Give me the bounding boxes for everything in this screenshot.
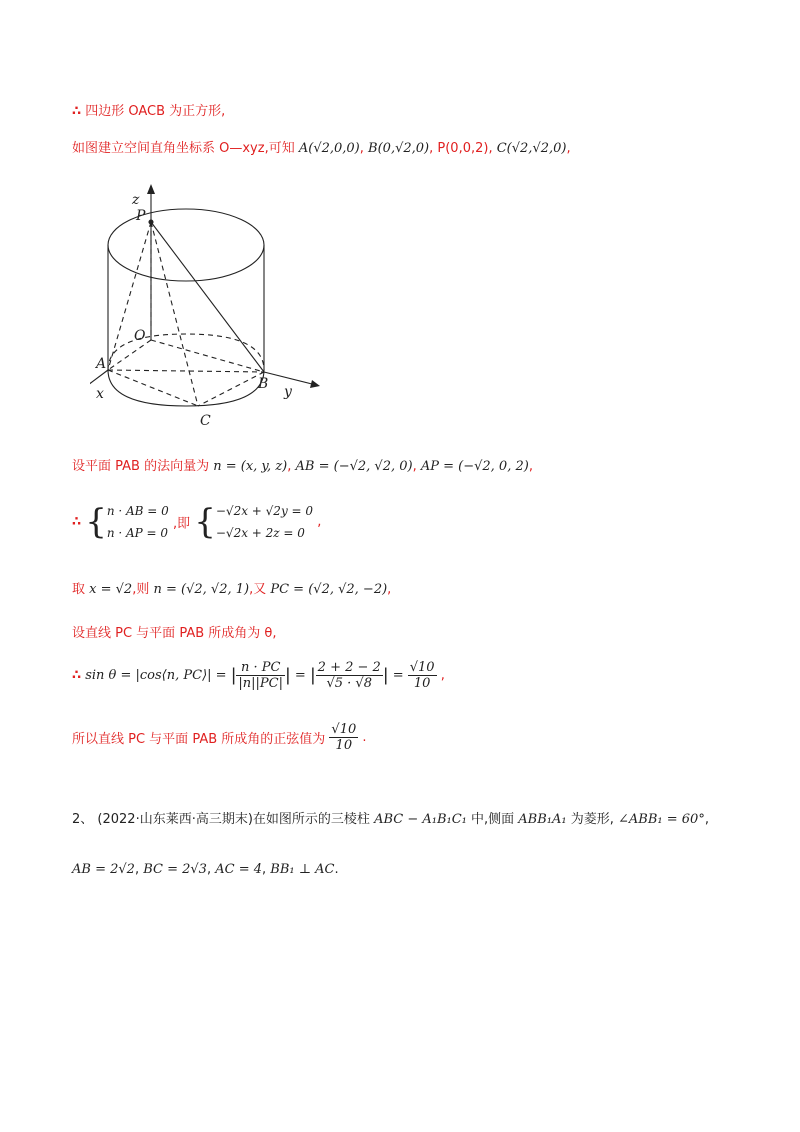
sep: , xyxy=(134,862,140,877)
edge-oa xyxy=(108,340,151,370)
sep: , xyxy=(287,459,292,474)
statement-text: 四边形 OACB 为正方形, xyxy=(85,104,226,119)
bottom-ellipse-front xyxy=(108,370,264,406)
fraction-2-num: 2 + 2 − 2 xyxy=(317,660,381,675)
sep: , xyxy=(429,141,434,156)
rhombus-text: 为菱形, xyxy=(570,812,614,827)
then-label: ,则 xyxy=(132,582,150,597)
sep: , xyxy=(412,459,417,474)
sep: , xyxy=(488,141,493,156)
edge-ab xyxy=(108,370,264,372)
bottom-ellipse-back xyxy=(108,334,264,370)
sep: , xyxy=(704,812,709,827)
problem-number: 2、 xyxy=(72,812,94,827)
system-2-eq2: −√2x + 2z = 0 xyxy=(215,526,305,540)
label-y: y xyxy=(284,384,292,400)
sep: , xyxy=(440,668,445,683)
point-p: P(0,0,2) xyxy=(437,141,489,156)
label-o: O xyxy=(134,328,146,344)
cylinder-figure xyxy=(90,180,330,430)
vector-ab: AB = (−√2, √2, 0) xyxy=(295,459,413,474)
normal-vector-n: n = (x, y, z) xyxy=(213,459,288,474)
sep: . xyxy=(362,730,367,745)
fraction-2 xyxy=(316,660,383,691)
condition-ac: AC = 4 xyxy=(215,862,262,877)
answer-num: √10 xyxy=(331,722,357,737)
problem-2-statement xyxy=(72,808,709,827)
edge-ac xyxy=(108,370,198,406)
edge-pa xyxy=(108,222,151,370)
edge-bc xyxy=(198,372,264,406)
answer-fraction xyxy=(329,722,358,753)
left-brace: { xyxy=(194,502,216,542)
vector-pc: PC = (√2, √2, −2) xyxy=(270,582,388,597)
left-brace: { xyxy=(85,502,107,542)
x-axis xyxy=(90,370,108,385)
sep: , xyxy=(528,459,533,474)
also-label: ,又 xyxy=(249,582,267,597)
system-2 xyxy=(216,500,313,544)
label-x: x xyxy=(96,386,104,402)
equals: = xyxy=(392,668,404,683)
fraction-1-num: n · PC xyxy=(236,660,285,676)
point-a: A(√2,0,0) xyxy=(298,141,360,156)
top-ellipse xyxy=(108,209,264,281)
statement-square xyxy=(72,100,225,119)
edge-pb xyxy=(151,222,264,372)
condition-bc: BC = 2√3 xyxy=(143,862,207,877)
normal-intro: 设平面 PAB 的法向量为 xyxy=(72,459,210,474)
normal-result: n = (√2, √2, 1) xyxy=(153,582,250,597)
prism-name: ABC − A₁B₁C₁ xyxy=(374,812,467,827)
coordinate-intro: 如图建立空间直角坐标系 O—xyz,可知 xyxy=(72,141,295,156)
system-1 xyxy=(107,500,169,544)
fraction-1 xyxy=(236,660,285,691)
angle-setup xyxy=(72,622,276,641)
label-p: P xyxy=(136,208,146,224)
therefore-symbol: ∴ xyxy=(72,104,82,119)
face-name: ABB₁A₁ xyxy=(518,812,567,827)
therefore-symbol: ∴ xyxy=(72,668,82,683)
angle-setup-text: 设直线 PC 与平面 PAB 所成角为 θ, xyxy=(72,626,277,641)
label-z: z xyxy=(132,192,140,208)
namely: ,即 xyxy=(172,516,191,532)
sep: , xyxy=(206,862,212,877)
sine-lhs: sin θ = |cos⟨n, PC⟩| = xyxy=(85,668,227,683)
label-a: A xyxy=(96,356,107,372)
system-1-eq2: n · AP = 0 xyxy=(106,526,169,540)
point-b: B(0,√2,0) xyxy=(368,141,430,156)
sep: , xyxy=(387,582,392,597)
system-1-eq1: n · AB = 0 xyxy=(106,504,169,518)
fraction-3-num: √10 xyxy=(409,660,435,675)
condition-ab: AB = 2√2 xyxy=(72,862,135,877)
point-c: C(√2,√2,0) xyxy=(496,141,567,156)
answer-den: 10 xyxy=(335,738,353,753)
fraction-1-den: |n||PC| xyxy=(238,676,284,691)
vector-ap: AP = (−√2, 0, 2) xyxy=(420,459,529,474)
sep: , xyxy=(317,514,322,530)
sine-computation: ∴ sin θ = |cos⟨n, PC⟩| = | $\frac{n \cdot PC}{|n||PC|}$ | = | $\frac{2 + 2 - 2}{√5 \cdot √8}$ | = $\frac{√10}{10}$ , xyxy=(72,660,445,691)
normal-vector-setup xyxy=(72,455,533,474)
condition-perp: BB₁ ⊥ AC xyxy=(270,862,335,877)
label-c: C xyxy=(200,413,211,429)
answer-line xyxy=(72,722,367,753)
problem-source: (2022·山东莱西·高三期末)在如图所示的三棱柱 xyxy=(97,812,370,827)
edge-pc xyxy=(151,222,198,406)
equation-system xyxy=(72,500,321,544)
sep: , xyxy=(566,141,571,156)
sep: . xyxy=(334,862,339,877)
sep: , xyxy=(359,141,364,156)
problem-mid: 中,侧面 xyxy=(471,812,515,827)
fraction-3-den: 10 xyxy=(413,676,431,691)
fraction-2-den: √5 · √8 xyxy=(326,676,372,691)
equals: = xyxy=(294,668,306,683)
take-x-line xyxy=(72,578,391,597)
therefore-symbol: ∴ xyxy=(72,514,82,530)
coordinate-setup xyxy=(72,137,571,156)
take-label: 取 xyxy=(72,582,86,597)
sep: , xyxy=(262,862,267,877)
problem-2-conditions xyxy=(72,862,339,877)
fraction-3 xyxy=(408,660,437,691)
answer-text: 所以直线 PC 与平面 PAB 所成角的正弦值为 xyxy=(72,732,326,747)
system-2-eq1: −√2x + √2y = 0 xyxy=(215,504,314,518)
x-value: x = √2 xyxy=(89,582,133,597)
angle-condition: ∠ABB₁ = 60° xyxy=(618,812,705,827)
label-b: B xyxy=(258,376,269,392)
